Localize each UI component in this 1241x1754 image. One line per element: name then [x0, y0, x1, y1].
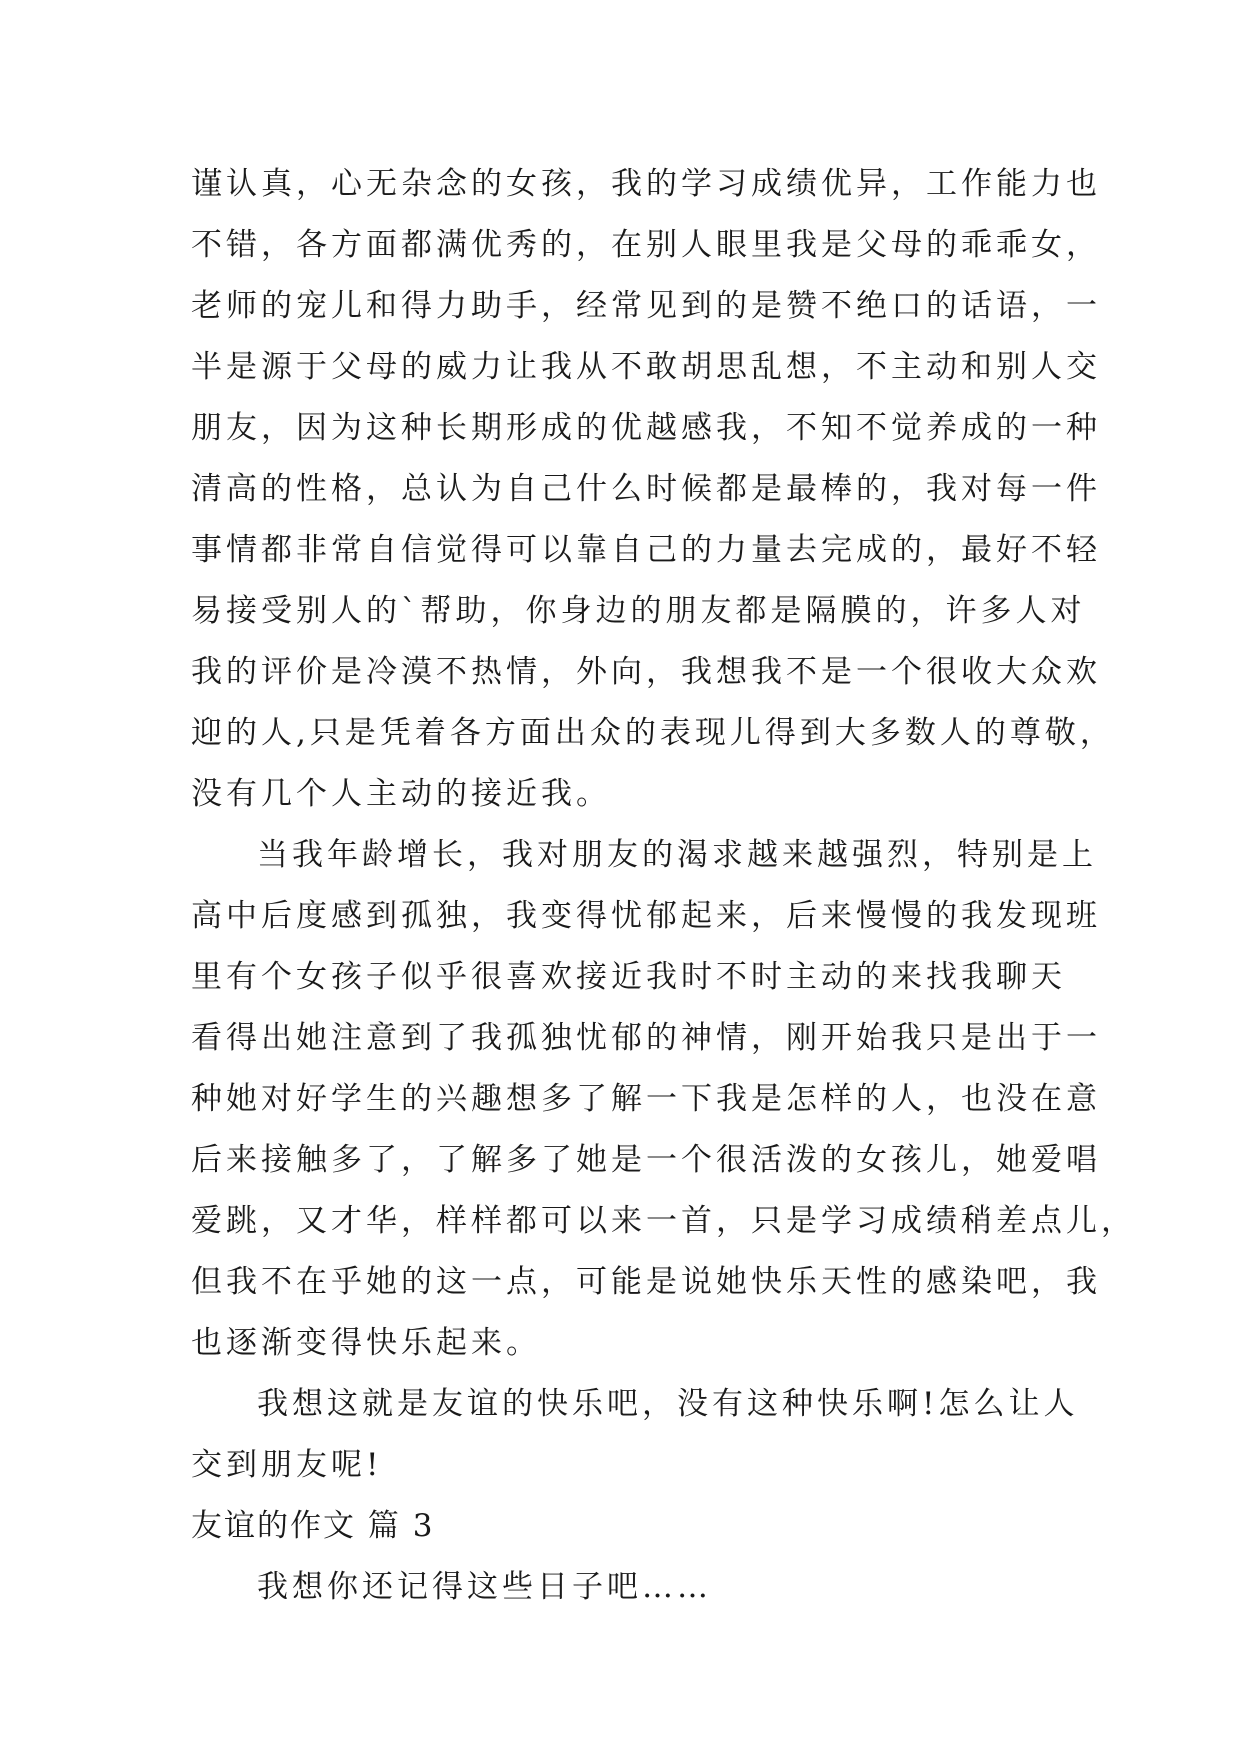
text-line: 我的评价是冷漠不热情，外向，我想我不是一个很收大众欢 — [191, 654, 1101, 690]
text-line: 也逐渐变得快乐起来。 — [191, 1325, 541, 1361]
section-heading-text: 友谊的作文 篇 3 — [191, 1508, 435, 1544]
text-line: 朋友，因为这种长期形成的优越感我，不知不觉养成的一种 — [191, 410, 1101, 446]
paragraph-2 — [191, 825, 1136, 1374]
text-line: 我想你还记得这些日子吧…… — [257, 1569, 712, 1605]
text-line: 种她对好学生的兴趣想多了解一下我是怎样的人，也没在意 — [191, 1081, 1101, 1117]
paragraph-4 — [191, 1557, 1071, 1618]
text-line: 我想这就是友谊的快乐吧，没有这种快乐啊!怎么让人 — [257, 1386, 1079, 1422]
text-line: 没有几个人主动的接近我。 — [191, 776, 611, 812]
text-line: 当我年龄增长，我对朋友的渴求越来越强烈，特别是上 — [257, 837, 1097, 873]
text-line: 看得出她注意到了我孤独忧郁的神情，刚开始我只是出于一 — [191, 1020, 1101, 1056]
text-line: 交到朋友呢! — [191, 1447, 383, 1483]
text-line: 事情都非常自信觉得可以靠自己的力量去完成的，最好不轻 — [191, 532, 1101, 568]
text-line: 高中后度感到孤独，我变得忧郁起来，后来慢慢的我发现班 — [191, 898, 1101, 934]
paragraph-3 — [191, 1374, 1079, 1496]
text-line: 后来接触多了，了解多了她是一个很活泼的女孩儿，她爱唱 — [191, 1142, 1101, 1178]
text-line: 爱跳，又才华，样样都可以来一首，只是学习成绩稍差点儿， — [191, 1203, 1136, 1239]
text-line: 清高的性格，总认为自己什么时候都是最棒的，我对每一件 — [191, 471, 1101, 507]
text-line: 不错，各方面都满优秀的，在别人眼里我是父母的乖乖女， — [191, 227, 1101, 263]
text-line: 迎的人,只是凭着各方面出众的表现儿得到大多数人的尊敬， — [191, 715, 1115, 751]
paragraph-1 — [191, 154, 1115, 825]
text-line: 谨认真，心无杂念的女孩，我的学习成绩优异，工作能力也 — [191, 166, 1101, 202]
text-line: 里有个女孩子似乎很喜欢接近我时不时主动的来找我聊天 — [191, 959, 1066, 995]
document-body — [191, 154, 1136, 1618]
text-line: 半是源于父母的威力让我从不敢胡思乱想，不主动和别人交 — [191, 349, 1101, 385]
section-heading — [191, 1496, 1071, 1557]
text-line: 但我不在乎她的这一点，可能是说她快乐天性的感染吧，我 — [191, 1264, 1101, 1300]
text-line: 老师的宠儿和得力助手，经常见到的是赞不绝口的话语，一 — [191, 288, 1101, 324]
text-line: 易接受别人的`帮助，你身边的朋友都是隔膜的，许多人对 — [191, 593, 1086, 629]
